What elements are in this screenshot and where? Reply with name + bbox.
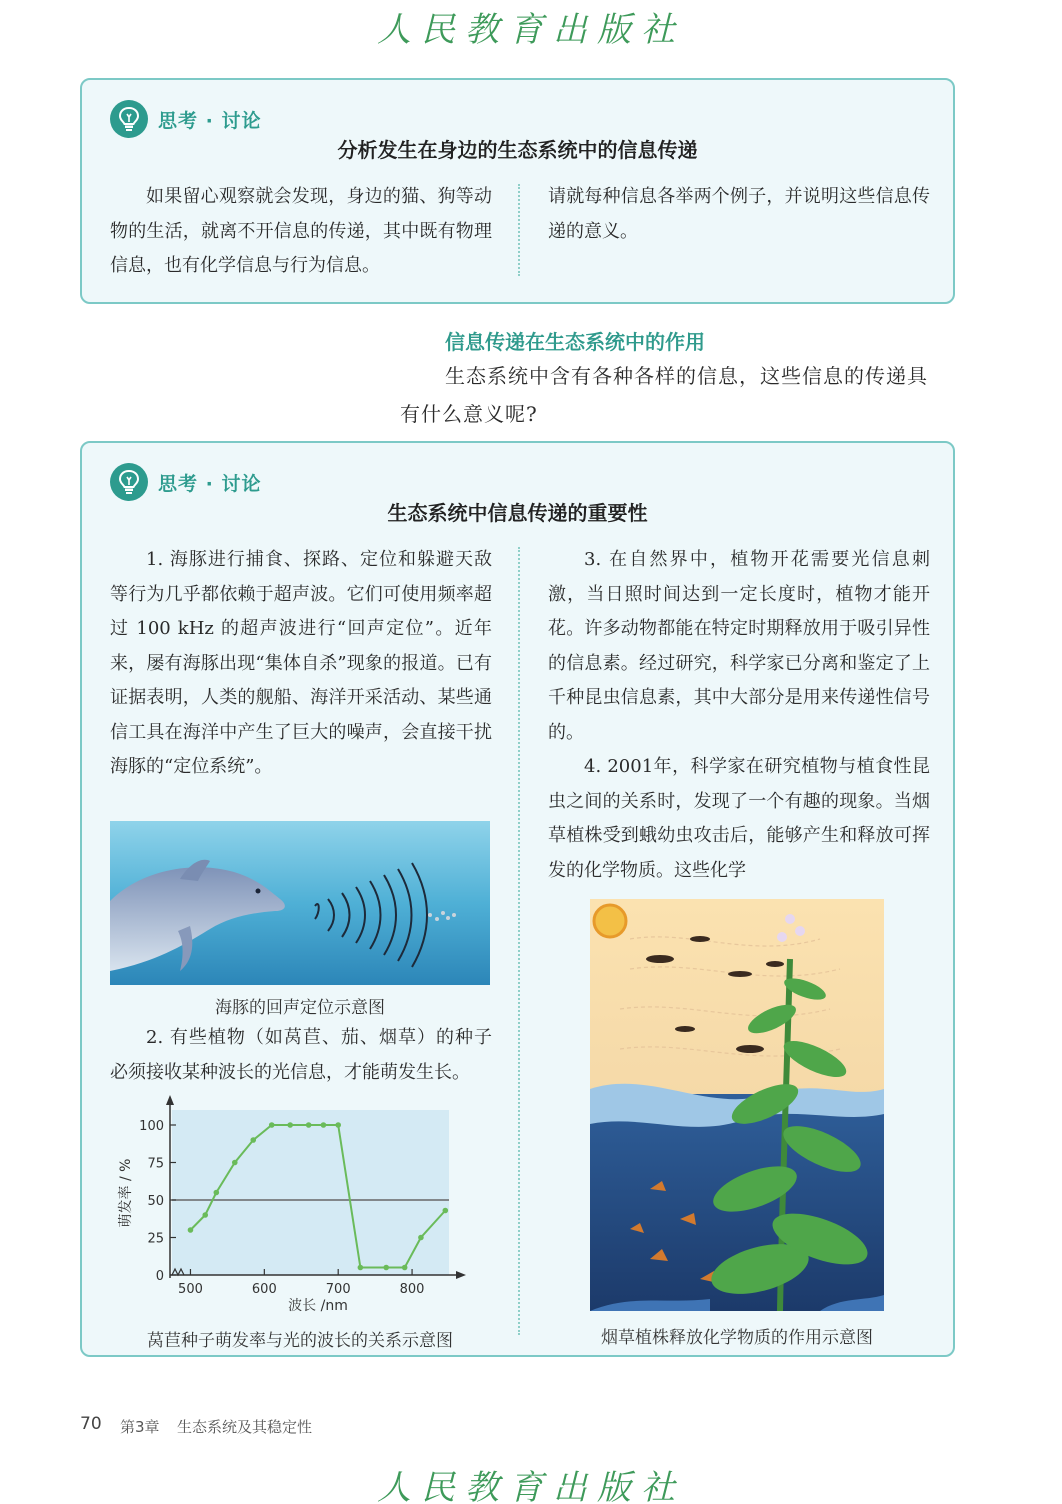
tobacco-caption: 烟草植株释放化学物质的作用示意图: [601, 1328, 873, 1348]
x-axis-arrow-icon: [456, 1271, 466, 1279]
sun-icon: [594, 905, 626, 937]
box1-right-text: 请就每种信息各举两个例子，并说明这些信息传递的意义。: [548, 186, 930, 242]
think-discuss-box-2: [80, 441, 955, 1357]
lightbulb-icon: [110, 100, 148, 138]
y-axis-label: 萌发率 / %: [118, 1158, 134, 1228]
column-divider: [518, 547, 520, 1335]
y-tick-label: 75: [147, 1156, 164, 1172]
box1-left-text: 如果留心观察就会发现，身边的猫、狗等动物的生活，就离不开信息的传递，其中既有物理信息，也有化学信息与行为信息。: [110, 186, 492, 276]
publisher-logo-bottom: 人民教育出版社: [377, 1468, 685, 1504]
dolphin-echolocation-illustration: [110, 821, 490, 985]
column-divider: [518, 184, 520, 276]
data-point: [418, 1235, 424, 1241]
data-point: [269, 1122, 275, 1128]
x-tick-label: 500: [178, 1282, 203, 1297]
section-intro-line2: 有什么意义呢?: [400, 402, 538, 426]
page-number: 70: [80, 1414, 102, 1434]
chapter-number: 第3章: [120, 1418, 160, 1436]
item-2-text: 2. 有些植物（如莴苣、茄、烟草）的种子必须接收某种波长的光信息，才能萌发生长。: [110, 1027, 492, 1083]
publisher-logo-top: 人民教育出版社: [377, 10, 685, 50]
data-point: [287, 1122, 293, 1128]
lightbulb-icon: [110, 463, 148, 501]
x-tick-label: 800: [399, 1282, 425, 1297]
tobacco-plant-illustration: [590, 899, 884, 1311]
x-tick-label: 600: [251, 1282, 277, 1297]
y-tick-label: 50: [147, 1194, 164, 1209]
x-axis-label: 波长 /nm: [288, 1298, 348, 1314]
think-discuss-header: [110, 463, 261, 501]
think-discuss-box-1: [80, 78, 955, 304]
y-tick-label: 100: [139, 1119, 164, 1134]
section-intro-line1: 生态系统中含有各种各样的信息，这些信息的传递具: [445, 364, 928, 388]
germination-wavelength-chart: [102, 1093, 472, 1333]
think-discuss-label: 思考 · 讨论: [158, 109, 262, 132]
data-point: [321, 1122, 327, 1128]
y-axis-arrow-icon: [166, 1095, 174, 1105]
data-point: [358, 1265, 364, 1271]
data-point: [443, 1208, 449, 1214]
y-tick-label: 0: [155, 1269, 164, 1284]
section-title: 信息传递在生态系统中的作用: [445, 330, 705, 354]
data-point: [232, 1160, 238, 1166]
data-point: [214, 1190, 220, 1196]
x-tick-label: 700: [325, 1282, 351, 1297]
box-title: 生态系统中信息传递的重要性: [387, 501, 648, 525]
chart-caption: 莴苣种子萌发率与光的波长的关系示意图: [147, 1331, 453, 1351]
data-point: [250, 1137, 256, 1143]
box-title: 分析发生在身边的生态系统中的信息传递: [337, 138, 698, 162]
dolphin-caption: 海豚的回声定位示意图: [215, 998, 385, 1018]
data-point: [402, 1265, 408, 1271]
y-tick-label: 25: [147, 1231, 164, 1247]
item-4-text: 4. 2001年，科学家在研究植物与植食性昆虫之间的关系时，发现了一个有趣的现象。当烟草植株受到蛾幼虫攻击后，能够产生和释放可挥发的化学物质。这些化学: [548, 756, 930, 881]
item-1-text: 1. 海豚进行捕食、探路、定位和躲避天敌等行为几乎都依赖于超声波。它们可使用频率超过 100 kHz 的超声波进行“回声定位”。近年来，屡有海豚出现“集体自杀”现象的报道。已有证据表明，人类的舰船、海洋开采活动、某些通信工具在海洋中产生了巨大的噪声，会直接干扰海豚的“定位系统”。: [110, 549, 492, 777]
data-point: [383, 1265, 389, 1271]
item-3-text: 3. 在自然界中，植物开花需要光信息刺激，当日照时间达到一定长度时，植物才能开花。许多动物都能在特定时期释放用于吸引异性的信息素。经过研究，科学家已分离和鉴定了上千种昆虫信息素，其中大部分是用来传递性信号的。: [548, 549, 930, 743]
data-point: [188, 1227, 194, 1233]
data-point: [335, 1122, 341, 1128]
data-point: [306, 1122, 312, 1128]
chapter-title: 生态系统及其稳定性: [177, 1418, 313, 1436]
data-point: [202, 1212, 208, 1218]
think-discuss-header: [110, 100, 261, 138]
think-discuss-label: 思考 · 讨论: [158, 472, 262, 495]
